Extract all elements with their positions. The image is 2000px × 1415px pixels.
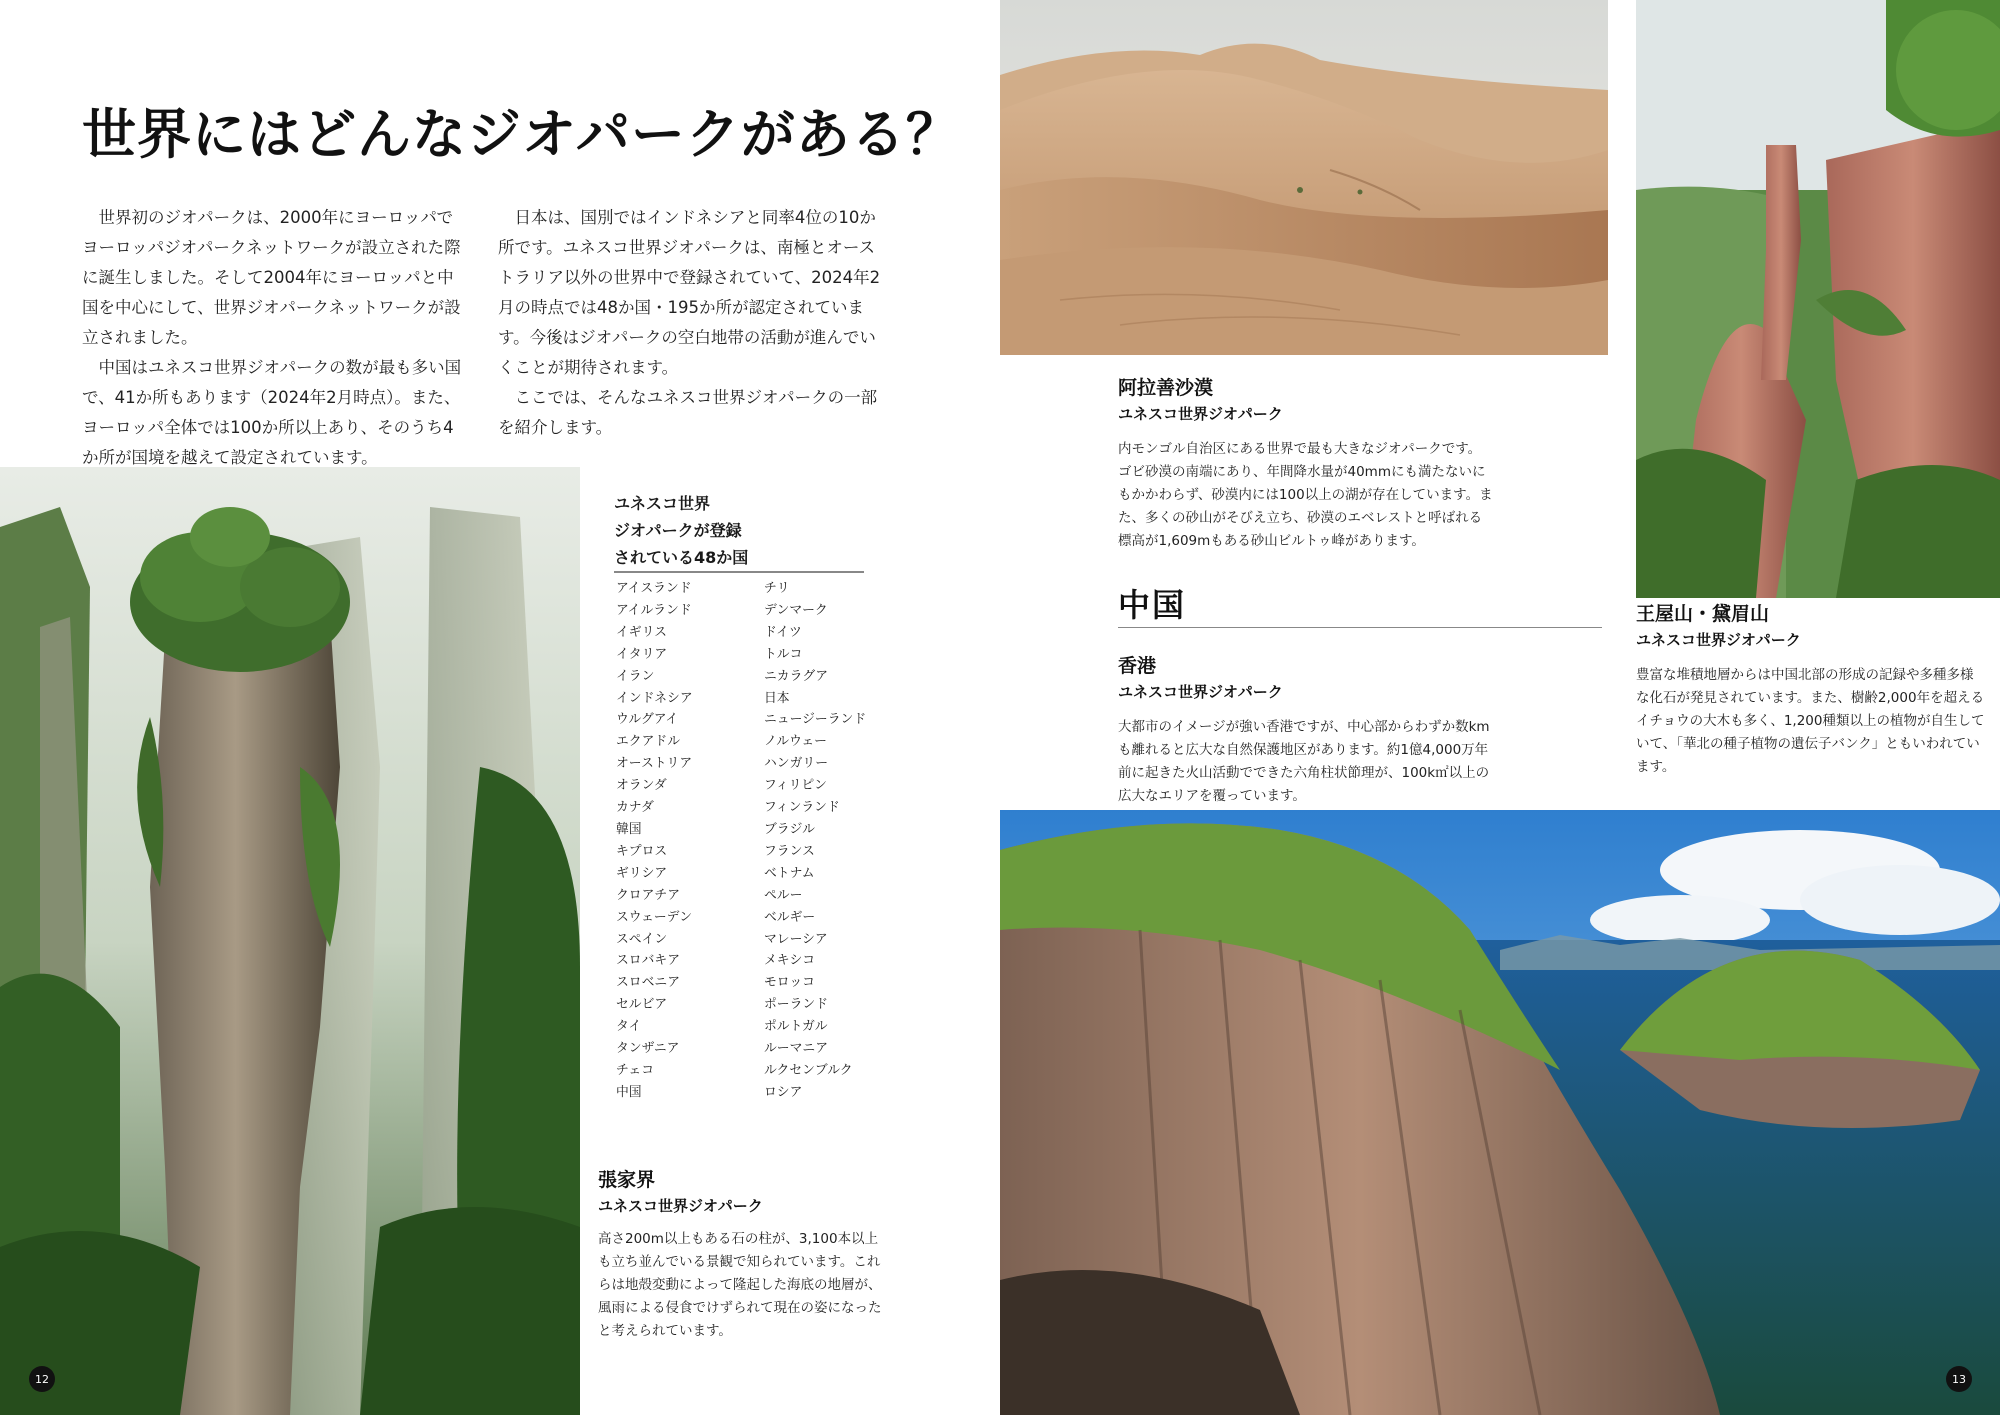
site-name: 阿拉善沙漠 <box>1118 377 1214 399</box>
country-item: フランス <box>764 843 815 859</box>
country-item: オランダ <box>616 778 667 794</box>
site-subtitle: ユネスコ世界ジオパーク <box>1636 631 1801 649</box>
hongkong-coast-photo <box>1000 810 2000 1415</box>
site-name: 王屋山・黛眉山 <box>1636 603 1770 625</box>
country-item: ポルトガル <box>764 1019 828 1035</box>
country-item: ドイツ <box>764 624 802 640</box>
intro-paragraph: ここでは、そんなユネスコ世界ジオパークの一部を紹介します。 <box>498 388 878 437</box>
country-item: エクアドル <box>616 734 680 750</box>
site-subtitle: ユネスコ世界ジオパーク <box>598 1197 763 1215</box>
region-rule <box>1118 627 1602 628</box>
page-title: 世界にはどんなジオパークがある？ <box>82 103 961 166</box>
country-item: タンザニア <box>616 1041 680 1057</box>
country-item: ノルウェー <box>764 734 827 750</box>
country-item: ポーランド <box>764 997 828 1013</box>
country-item: ギリシア <box>616 865 668 881</box>
country-item: イギリス <box>616 624 667 640</box>
country-item: ベルギー <box>764 909 816 925</box>
country-item: メキシコ <box>764 953 816 969</box>
alxa-desert-photo <box>1000 0 1608 355</box>
country-item: ペルー <box>764 887 803 903</box>
country-item: オーストリア <box>616 756 693 772</box>
country-item: ベトナム <box>764 865 815 881</box>
intro-right-column <box>498 203 884 443</box>
country-item: ハンガリー <box>764 756 828 772</box>
country-item: インドネシア <box>616 690 693 706</box>
country-item: ニカラグア <box>764 668 828 684</box>
site-name: 香港 <box>1118 655 1157 677</box>
site-description: 高さ200m以上もある石の柱が、3,100本以上も立ち並んでいる景観で知られています。これらは地殻変動によって隆起した海底の地層が、風雨による侵食でけずられて現在の姿になったと考えられています。 <box>598 1231 882 1339</box>
country-list-rule <box>614 571 864 573</box>
country-item: イラン <box>616 668 655 684</box>
intro-paragraph: 世界初のジオパークは、2000年にヨーロッパでヨーロッパジオパークネットワークが設立された際に誕生しました。そして2004年にヨーロッパと中国を中心にして、世界ジオパークネットワークが設立されました。 <box>82 208 461 347</box>
country-item: クロアチア <box>616 887 680 903</box>
country-item: ブラジル <box>764 821 815 837</box>
country-list-heading <box>614 490 748 571</box>
country-item: ニュージーランド <box>764 712 867 728</box>
intro-paragraph: 中国はユネスコ世界ジオパークの数が最も多い国で、41か所もあります（2024年2月時点）。また、ヨーロッパ全体では100か所以上あり、そのうち4か所が国境を越えて設定されています。 <box>82 358 462 467</box>
intro-left-column <box>82 203 468 473</box>
site-subtitle: ユネスコ世界ジオパーク <box>1118 683 1283 701</box>
country-item: 日本 <box>764 690 790 706</box>
site-name: 張家界 <box>598 1169 656 1191</box>
country-item: 韓国 <box>616 821 642 837</box>
country-item: スペイン <box>616 931 668 947</box>
intro-paragraph: 日本は、国別ではインドネシアと同率4位の10か所です。ユネスコ世界ジオパークは、南極とオーストラリア以外の世界中で登録されていて、2024年2月の時点では48か国・195か所が認定されています。今後はジオパークの空白地帯の活動が進んでいくことが期待されます。 <box>498 208 881 377</box>
country-item: スロベニア <box>616 975 680 991</box>
alxa-caption <box>1118 374 1494 553</box>
country-item: ウルグアイ <box>616 712 679 728</box>
country-item: マレーシア <box>764 931 828 947</box>
country-item: フィンランド <box>764 800 840 816</box>
page-number-left: 12 <box>29 1366 55 1392</box>
country-item: チリ <box>764 581 790 596</box>
country-item: モロッコ <box>764 975 815 991</box>
country-item: ルーマニア <box>764 1041 828 1057</box>
site-description: 大都市のイメージが強い香港ですが、中心部からわずか数kmも離れると広大な自然保護地区があります。約1億4,000万年前に起きた火山活動でできた六角柱状節理が、100k㎡以上の広大なエリアを覆っています。 <box>1118 719 1490 804</box>
zhangjiajie-photo <box>0 467 580 1415</box>
site-description: 豊富な堆積地層からは中国北部の形成の記録や多種多様な化石が発見されています。また、樹齢2,000年を超えるイチョウの大木も多く、1,200種類以上の植物が自生していて、「華北の種子植物の遺伝子バンク」ともいわれています。 <box>1636 667 1985 775</box>
country-list-column-2 <box>764 578 904 1104</box>
country-list-heading-line: ジオパークが登録 <box>614 521 742 540</box>
country-item: スロバキア <box>616 953 680 969</box>
hongkong-caption <box>1118 652 1494 808</box>
site-description: 内モンゴル自治区にある世界で最も大きなジオパークです。ゴビ砂漠の南端にあり、年間降水量が40mmにも満たないにもかかわらず、砂漠内には100以上の湖が存在しています。また、多くの砂山がそびえ立ち、砂漠のエベレストと呼ばれる標高が1,609mもある砂山ビルトゥ峰があります。 <box>1118 441 1493 549</box>
page-number-right: 13 <box>1946 1366 1972 1392</box>
country-item: 中国 <box>616 1084 642 1100</box>
country-item: イタリア <box>616 646 668 662</box>
zhangjiajie-caption <box>598 1166 888 1343</box>
country-item: アイスランド <box>616 581 692 596</box>
country-item: キプロス <box>616 843 668 859</box>
wangwu-mountain-photo <box>1636 0 2000 598</box>
country-item: アイルランド <box>616 602 692 618</box>
country-list-column-1 <box>616 578 756 1104</box>
site-subtitle: ユネスコ世界ジオパーク <box>1118 405 1283 423</box>
country-item: セルビア <box>616 997 668 1013</box>
country-item: チェコ <box>616 1062 655 1078</box>
country-list-heading-line: ユネスコ世界 <box>614 494 711 513</box>
country-item: トルコ <box>764 646 803 662</box>
wangwu-caption <box>1636 600 1986 779</box>
country-item: フィリピン <box>764 778 827 794</box>
region-heading: 中国 <box>1118 586 1187 624</box>
country-item: ロシア <box>764 1084 803 1100</box>
country-item: デンマーク <box>764 602 828 618</box>
country-item: カナダ <box>616 800 654 816</box>
country-item: スウェーデン <box>616 909 693 925</box>
country-item: ルクセンブルク <box>764 1062 853 1078</box>
country-list-heading-line: されている48か国 <box>614 548 749 567</box>
country-item: タイ <box>616 1019 642 1035</box>
